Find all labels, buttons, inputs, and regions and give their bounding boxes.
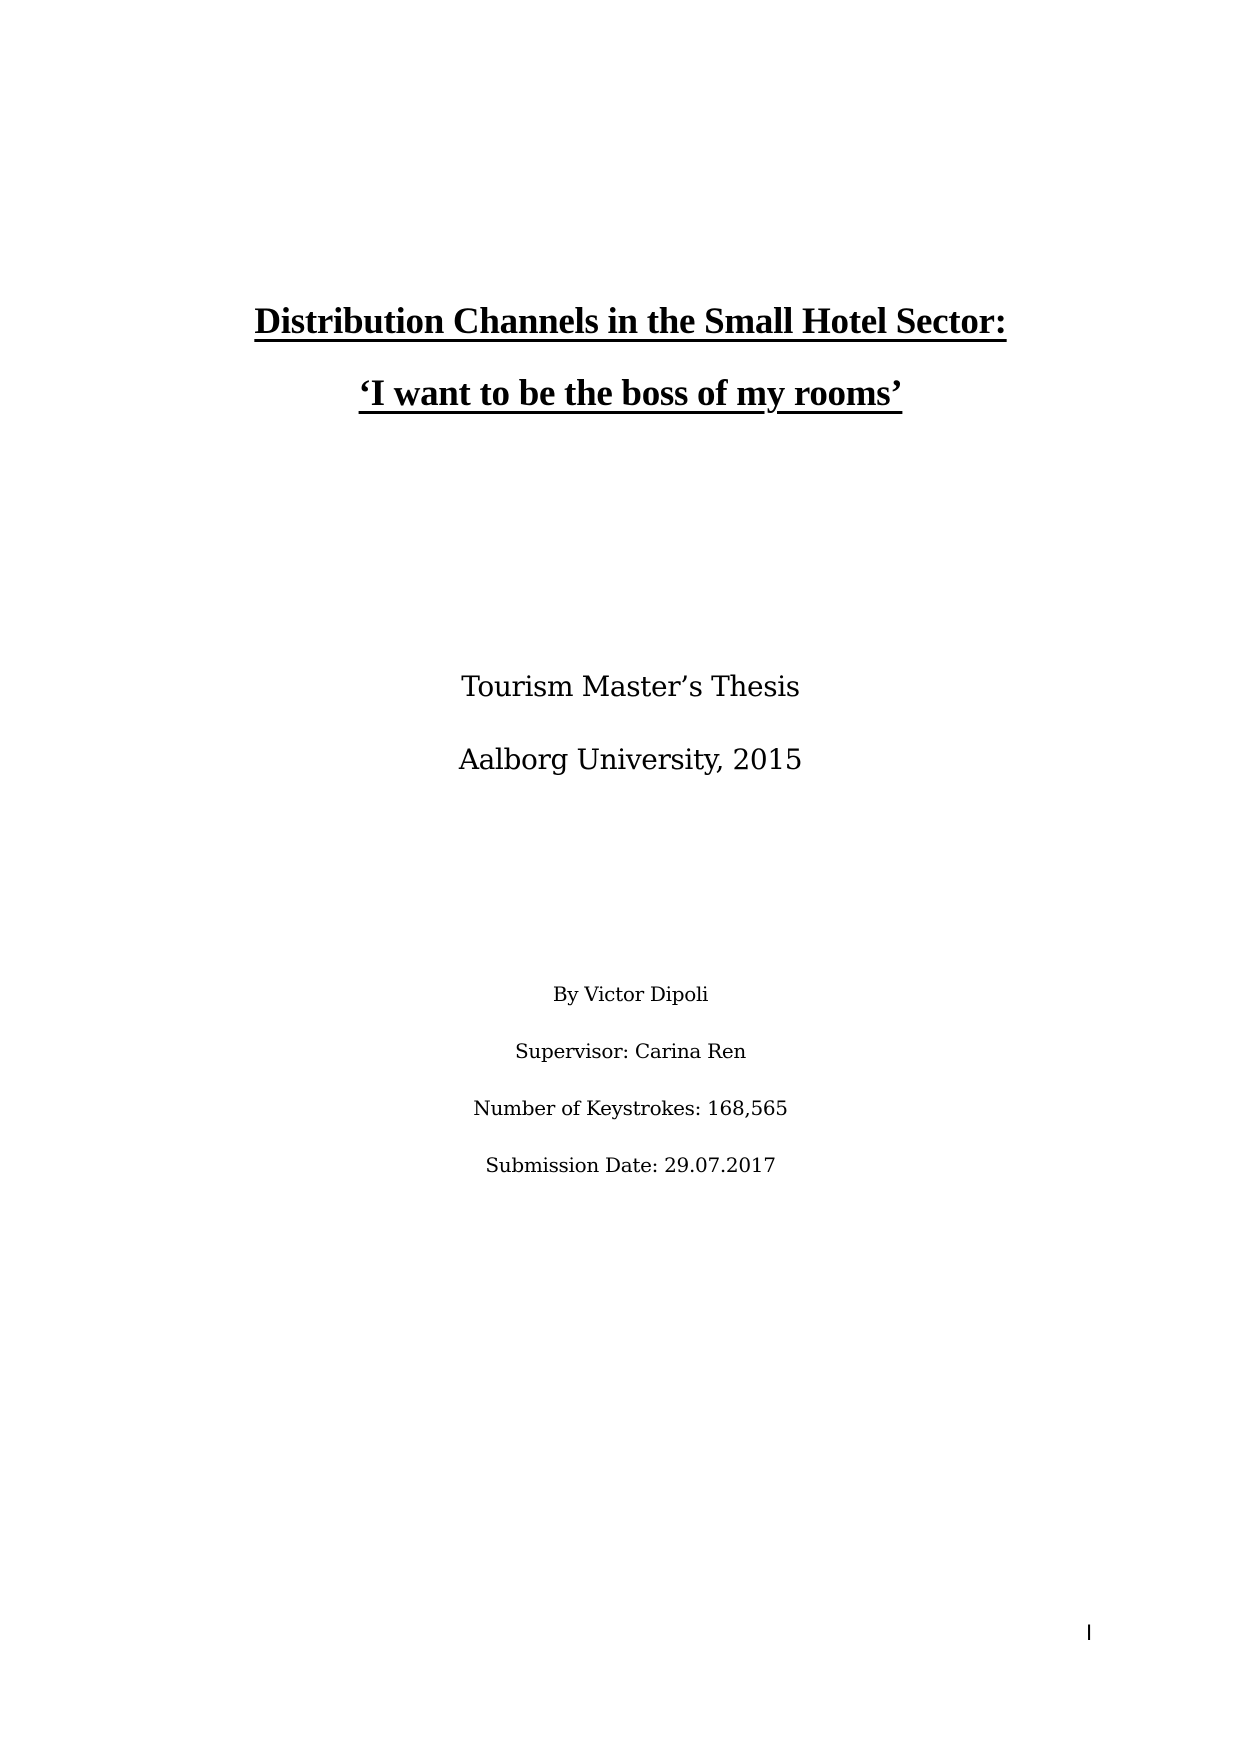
thesis-type: Tourism Master’s Thesis (461, 670, 800, 703)
author: By Victor Dipoli (552, 982, 709, 1006)
keystroke-count: Number of Keystrokes: 168,565 (473, 1096, 788, 1120)
supervisor: Supervisor: Carina Ren (515, 1039, 746, 1063)
thesis-title-line-2: ‘I want to be the boss of my rooms’ (358, 373, 903, 414)
institution-year: Aalborg University, 2015 (458, 743, 803, 776)
page-number: I (1086, 1620, 1093, 1645)
submission-date: Submission Date: 29.07.2017 (485, 1153, 776, 1177)
thesis-title-line-1: Distribution Channels in the Small Hotel Sector: (254, 301, 1007, 342)
